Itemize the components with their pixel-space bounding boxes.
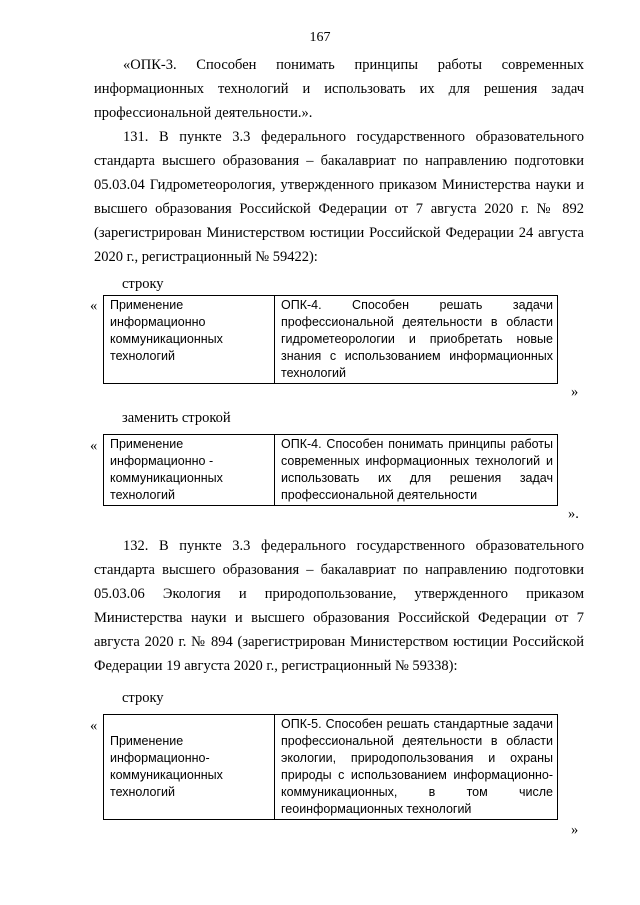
cell-competence-text: ОПК-4. Способен решать задачи профессиональной деятельности в области гидрометеорологии и приобретать новые знания с использованием информационных технологий bbox=[275, 296, 558, 384]
table-new-row-opk4 bbox=[103, 434, 558, 506]
label-replace: заменить строкой bbox=[122, 410, 231, 426]
table-old-row-opk4 bbox=[103, 295, 558, 384]
paragraph-132: 132. В пункте 3.3 федерального государственного образовательного стандарта высшего образования – бакалавриат по направлению подготовки 05.03.06 Экология и природопользование, утвержденного приказом Министерства науки и высшего образования Российской Федерации от 7 августа 2020 г. № 894 (зарегистрирован Министерством юстиции Российской Федерации 19 августа 2020 г., регистрационный № 59338): bbox=[94, 538, 584, 674]
cell-competence-group: Применение информационно - коммуникационных технологий bbox=[104, 435, 275, 506]
quote-close-3: » bbox=[571, 822, 579, 838]
cell-competence-text: ОПК-4. Способен понимать принципы работы современных информационных технологий и использовать их для решения задач профессиональной деятельности bbox=[275, 435, 558, 506]
quote-close-1: » bbox=[571, 384, 579, 400]
quote-open-1: « bbox=[90, 298, 98, 314]
table-old-row-opk5 bbox=[103, 714, 558, 820]
quote-open-3: « bbox=[90, 718, 98, 734]
cell-competence-group: Применение информационно коммуникационных технологий bbox=[104, 296, 275, 384]
quote-close-2: ». bbox=[568, 506, 579, 522]
cell-competence-group: Применение информационно-коммуникационных технологий bbox=[104, 715, 275, 820]
paragraph-131: 131. В пункте 3.3 федерального государственного образовательного стандарта высшего образования – бакалавриат по направлению подготовки 05.03.04 Гидрометеорология, утвержденного приказом Министерства науки и высшего образования Российской Федерации от 7 августа 2020 г. № 892 (зарегистрирован Министерством юстиции Российской Федерации 24 августа 2020 г., регистрационный № 59422): bbox=[94, 129, 584, 265]
quote-open-2: « bbox=[90, 438, 98, 454]
label-row-2: строку bbox=[122, 690, 164, 706]
paragraph-opk3: «ОПК-3. Способен понимать принципы работы современных информационных технологий и использовать их для решения задач профессиональной деятельности.». bbox=[94, 57, 584, 121]
cell-competence-text: ОПК-5. Способен решать стандартные задачи профессиональной деятельности в области экологии, природопользования и охраны природы с использованием информационно-коммуникационных, в том числе геоинформационных технологий bbox=[275, 715, 558, 820]
page-number: 167 bbox=[309, 30, 331, 45]
label-row: строку bbox=[122, 276, 164, 292]
